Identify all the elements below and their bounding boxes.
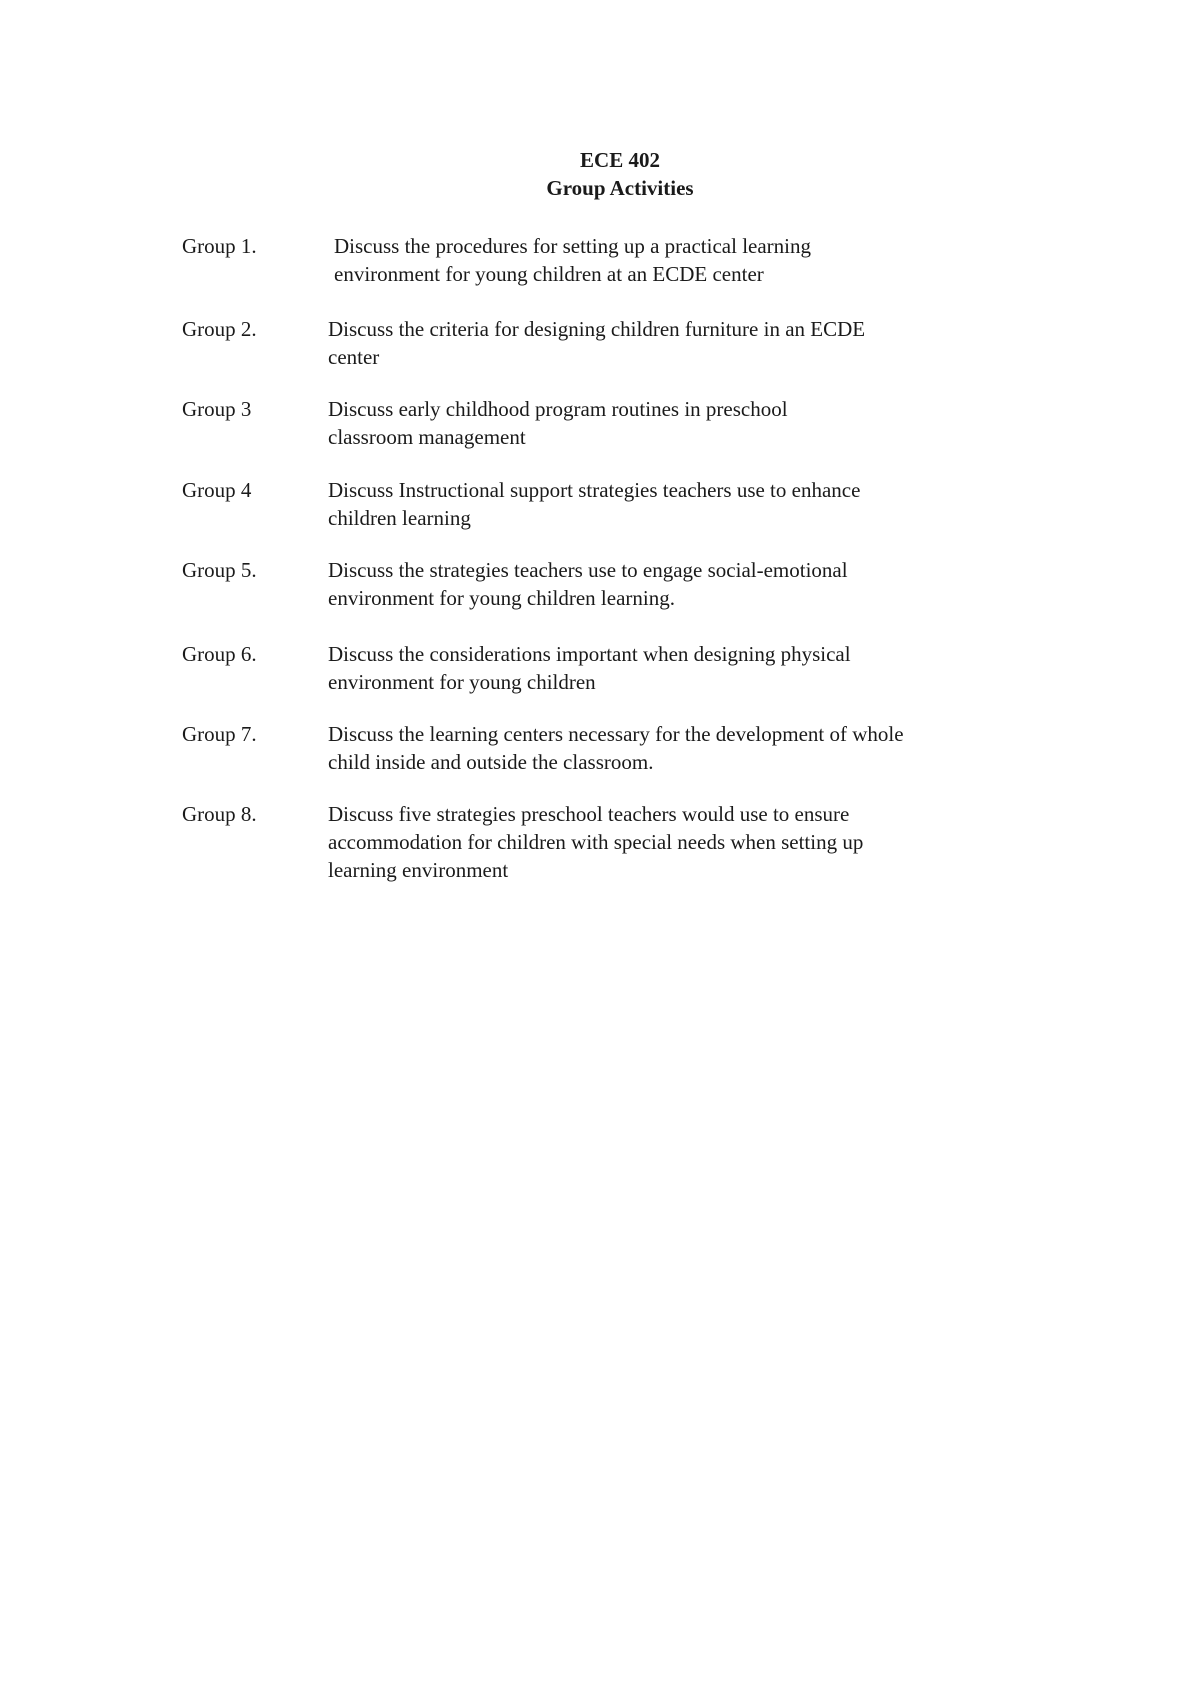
- description-line: Discuss the procedures for setting up a practical learning: [334, 234, 812, 258]
- group-description: [328, 315, 1028, 371]
- group-label: Group 3: [182, 397, 252, 421]
- group-label: Group 6.: [182, 642, 257, 666]
- description-line: Discuss five strategies preschool teachers would use to ensure: [328, 802, 850, 826]
- group-label: Group 2.: [182, 317, 257, 341]
- group-description: [328, 640, 1028, 696]
- description-line: center: [328, 345, 380, 369]
- description-line: environment for young children at an ECDE center: [334, 262, 764, 286]
- group-description: [328, 720, 1028, 776]
- group-description: [328, 476, 1028, 532]
- description-line: environment for young children: [328, 670, 596, 694]
- group-description: [328, 395, 1028, 451]
- description-line: Discuss Instructional support strategies teachers use to enhance: [328, 478, 861, 502]
- group-label: Group 8.: [182, 802, 257, 826]
- description-line: Discuss early childhood program routines in preschool: [328, 397, 788, 421]
- description-line: Discuss the learning centers necessary for the development of whole: [328, 722, 904, 746]
- course-code: ECE 402: [580, 148, 660, 172]
- document-title: Group Activities: [546, 176, 694, 200]
- group-label: Group 5.: [182, 558, 257, 582]
- description-line: accommodation for children with special needs when setting up: [328, 830, 864, 854]
- description-line: children learning: [328, 506, 471, 530]
- document-header: [0, 146, 1200, 202]
- description-line: Discuss the strategies teachers use to engage social-emotional: [328, 558, 848, 582]
- description-line: Discuss the considerations important when designing physical: [328, 642, 851, 666]
- description-line: Discuss the criteria for designing children furniture in an ECDE: [328, 317, 866, 341]
- description-line: learning environment: [328, 858, 509, 882]
- group-description: [334, 232, 1034, 288]
- group-description: [328, 800, 1028, 884]
- group-label: Group 1.: [182, 234, 257, 258]
- group-label: Group 7.: [182, 722, 257, 746]
- group-label: Group 4: [182, 478, 252, 502]
- description-line: child inside and outside the classroom.: [328, 750, 654, 774]
- description-line: environment for young children learning.: [328, 586, 675, 610]
- description-line: classroom management: [328, 425, 526, 449]
- group-description: [328, 556, 1028, 612]
